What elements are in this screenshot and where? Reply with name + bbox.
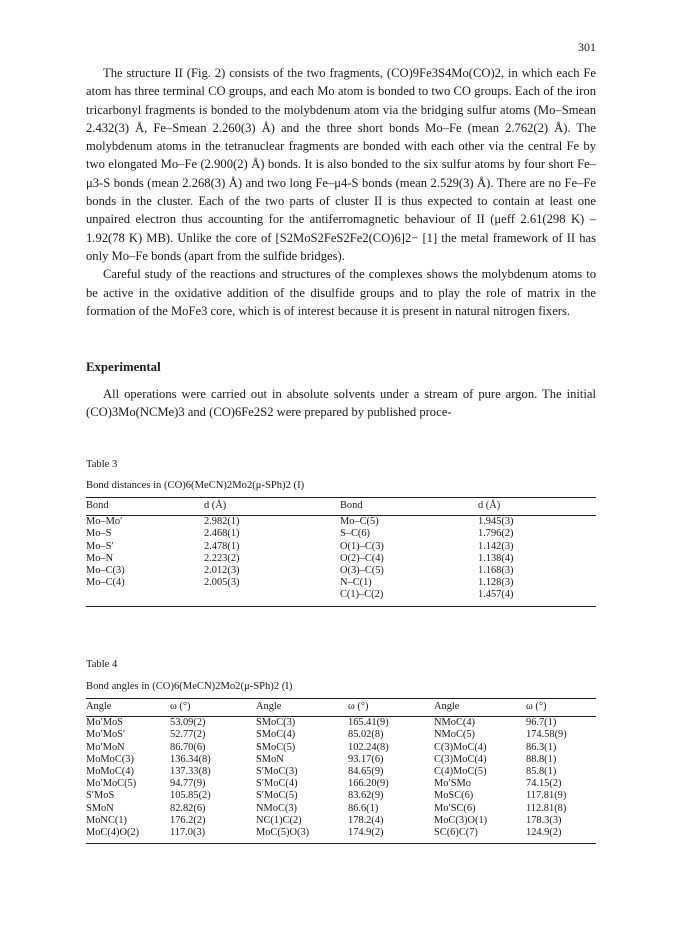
column-header: d (Å) [204, 500, 227, 511]
column-header: ω (°) [170, 701, 191, 712]
table-cell: SC(6)C(7) [434, 827, 478, 839]
table-cell: C(1)–C(2) [340, 589, 384, 601]
table-cell: 174.58(9) [526, 729, 567, 741]
paragraph-study: Careful study of the reactions and structures of the complexes shows the molybdenum atoms to be active in the oxidative addition of the disulfide groups and to play the role of matrix in the formation of the MoFe3 core, which is of interest because it is present in natural nitrogen fixers. [86, 267, 596, 318]
table-cell: MoC(5)O(3) [256, 827, 310, 839]
table-cell [86, 589, 204, 606]
table-cell: 2.223(2) [204, 552, 240, 564]
table-row [86, 754, 596, 766]
table-cell: Mo–C(4) [86, 577, 125, 589]
table-cell: 112.81(8) [526, 802, 567, 814]
table-cell: Mo–C(3) [86, 565, 125, 577]
table-cell: MoMoC(4) [86, 766, 134, 778]
table-cell: 2.012(3) [204, 565, 240, 577]
table-row [86, 577, 596, 589]
table-cell: 88.8(1) [526, 753, 557, 765]
table-cell: C(4)MoC(5) [434, 766, 487, 778]
table-cell: O(1)–C(3) [340, 540, 384, 552]
table-cell: 2.982(1) [204, 516, 240, 528]
table-cell: N–C(1) [340, 577, 372, 589]
table-cell: NC(1)C(2) [256, 814, 302, 826]
table-cell: Mo–N [86, 552, 114, 564]
paragraph-experimental: All operations were carried out in absolute solvents under a stream of pure argon. The initial (CO)3Mo(NCMe)3 and (CO)6Fe2S2 were prepared by published proce- [86, 387, 596, 420]
table-cell: 2.005(3) [204, 577, 240, 589]
table-cell: 53.09(2) [170, 717, 206, 729]
column-header: Bond [86, 500, 109, 511]
table-cell: SMoN [256, 753, 284, 765]
table-cell: 178.2(4) [348, 814, 384, 826]
table-cell: 124.9(2) [526, 827, 562, 839]
column-header: Angle [434, 701, 460, 712]
table-cell: SMoC(4) [256, 729, 296, 741]
paragraph-structure: The structure II (Fig. 2) consists of the two fragments, (CO)9Fe3S4Mo(CO)2, in which each Fe atom has three terminal CO groups, and each Mo atom is bonded to two CO groups. Each of the iron tricarbonyl fragments is bonded to the molybdenum atom via the bridging sulfur atoms (Mo–Smean 2.432(3) Å, Fe–Smean 2.260(3) Å) and the three short bonds Mo–Fe (mean 2.762(2) Å). The molybdenum atoms in the tetranuclear fragments are bonded with each other via the central Fe by two elongated Mo–Fe (2.900(2) Å) bonds. It is also bonded to the six sulfur atoms by four short Fe–μ3-S bonds (mean 2.268(3) Å) and two long Fe–μ4-S bonds (mean 2.529(3) Å). There are no Fe–Fe bonds in the cluster. Each of the two parts of cluster II is thus expected to contain at least one unpaired electron thus accounting for the antiferromagnetic behaviour of II (μeff 2.61(298 K) – 1.92(78 K) MB). Unlike the core of [S2MoS2FeS2Fe2(CO)6]2− [1] the metal framework of II has only Mo–Fe bonds (apart from the sulfide bridges). [86, 66, 596, 263]
table-cell: O(3)–C(5) [340, 565, 384, 577]
table-cell: C(3)MoC(4) [434, 753, 487, 765]
table-row [86, 729, 596, 741]
table4-title: Bond angles in (CO)6(MeCN)2Mo2(μ-SPh)2 (I) [86, 681, 293, 692]
table-cell: 2.478(1) [204, 540, 240, 552]
table-cell: 96.7(1) [526, 717, 557, 729]
table-row [86, 766, 596, 778]
table-cell: 86.3(1) [526, 741, 557, 753]
table-header-row [86, 699, 596, 717]
table-cell: Mo–C(5) [340, 516, 379, 528]
table-cell: Mo–S′ [86, 540, 114, 552]
table3-label: Table 3 [86, 459, 118, 470]
table-cell: 117.0(3) [170, 827, 206, 839]
table-cell: NMoC(4) [434, 717, 475, 729]
bond-angles-table [86, 698, 596, 844]
table-row [86, 516, 596, 529]
table-cell: 85.8(1) [526, 766, 557, 778]
table-row [86, 717, 596, 730]
table-cell: 1.168(3) [478, 565, 514, 577]
table-row [86, 803, 596, 815]
section-heading-experimental: Experimental [86, 360, 161, 374]
table-cell: 136.34(8) [170, 753, 211, 765]
bond-distances-table [86, 497, 596, 607]
table-cell: 94.77(9) [170, 778, 206, 790]
table-cell: MoSC(6) [434, 790, 474, 802]
column-header: Angle [256, 701, 282, 712]
table-cell: 52.77(2) [170, 729, 206, 741]
table-cell: 102.24(8) [348, 741, 389, 753]
table-cell: 82.82(6) [170, 802, 206, 814]
table-cell: 176.2(2) [170, 814, 206, 826]
table-cell: Mo′MoN [86, 741, 125, 753]
table-row [86, 742, 596, 754]
table-row [86, 790, 596, 802]
table-cell: 1.138(4) [478, 552, 514, 564]
column-header: ω (°) [526, 701, 547, 712]
table-cell: 137.33(8) [170, 766, 211, 778]
experimental-text [86, 385, 596, 422]
table-header-row [86, 498, 596, 516]
table-row [86, 778, 596, 790]
table-cell: 86.70(6) [170, 741, 206, 753]
table-cell: S′MoC(4) [256, 778, 298, 790]
table-cell: 1.142(3) [478, 540, 514, 552]
table3-title: Bond distances in (CO)6(MeCN)2Mo2(μ-SPh)2 (I) [86, 480, 305, 491]
table-cell: 93.17(6) [348, 753, 384, 765]
table-cell: MoNC(1) [86, 814, 127, 826]
table-row [86, 528, 596, 540]
table-cell: Mo–S [86, 528, 112, 540]
table-cell: SMoC(5) [256, 741, 296, 753]
table-cell: C(3)MoC(4) [434, 741, 487, 753]
table-cell: 74.15(2) [526, 778, 562, 790]
table-row [86, 815, 596, 827]
column-header: ω (°) [348, 701, 369, 712]
body-text [86, 64, 596, 320]
table-cell: 178.3(3) [526, 814, 562, 826]
table-cell: 83.62(9) [348, 790, 384, 802]
table-cell: Mo′SC(6) [434, 802, 476, 814]
table-cell: Mo′MoS′ [86, 729, 126, 741]
table-cell: 166.20(9) [348, 778, 389, 790]
table-cell: SMoC(3) [256, 717, 296, 729]
page-number: 301 [578, 40, 596, 54]
table-cell: 117.81(9) [526, 790, 567, 802]
table-cell: Mo′SMo [434, 778, 471, 790]
table-cell: NMoC(3) [256, 802, 297, 814]
table-row [86, 565, 596, 577]
table-cell: 105.85(2) [170, 790, 211, 802]
table-cell: MoMoC(3) [86, 753, 134, 765]
table-cell: Mo′MoS [86, 717, 123, 729]
table-cell: S′MoC(5) [256, 790, 298, 802]
table-cell: Mo′MoC(5) [86, 778, 137, 790]
table-cell: 1.457(4) [478, 589, 514, 601]
table-row [86, 589, 596, 606]
table-cell: MoC(4)O(2) [86, 827, 140, 839]
table-row [86, 541, 596, 553]
table-cell [204, 589, 340, 606]
table-cell: Mo–Mo′ [86, 516, 123, 528]
table-row [86, 827, 596, 844]
column-header: d (Å) [478, 500, 501, 511]
column-header: Bond [340, 500, 363, 511]
column-header: Angle [86, 701, 112, 712]
table-cell: S–C(6) [340, 528, 371, 540]
table-cell: O(2)–C(4) [340, 552, 384, 564]
table-cell: SMoN [86, 802, 114, 814]
table-cell: 1.796(2) [478, 528, 514, 540]
table-cell: NMoC(5) [434, 729, 475, 741]
table-cell: 165.41(9) [348, 717, 389, 729]
table-cell: 85.02(8) [348, 729, 384, 741]
table-cell: 1.128(3) [478, 577, 514, 589]
table-cell: 2.468(1) [204, 528, 240, 540]
table-cell: 174.9(2) [348, 827, 384, 839]
table-cell: S′MoS [86, 790, 115, 802]
table-cell: 1.945(3) [478, 516, 514, 528]
table-cell: 86.6(1) [348, 802, 379, 814]
table4-label: Table 4 [86, 659, 118, 670]
table-cell: S′MoC(3) [256, 766, 298, 778]
table-cell: MoC(3)O(1) [434, 814, 488, 826]
table-row [86, 553, 596, 565]
table-cell: 84.65(9) [348, 766, 384, 778]
